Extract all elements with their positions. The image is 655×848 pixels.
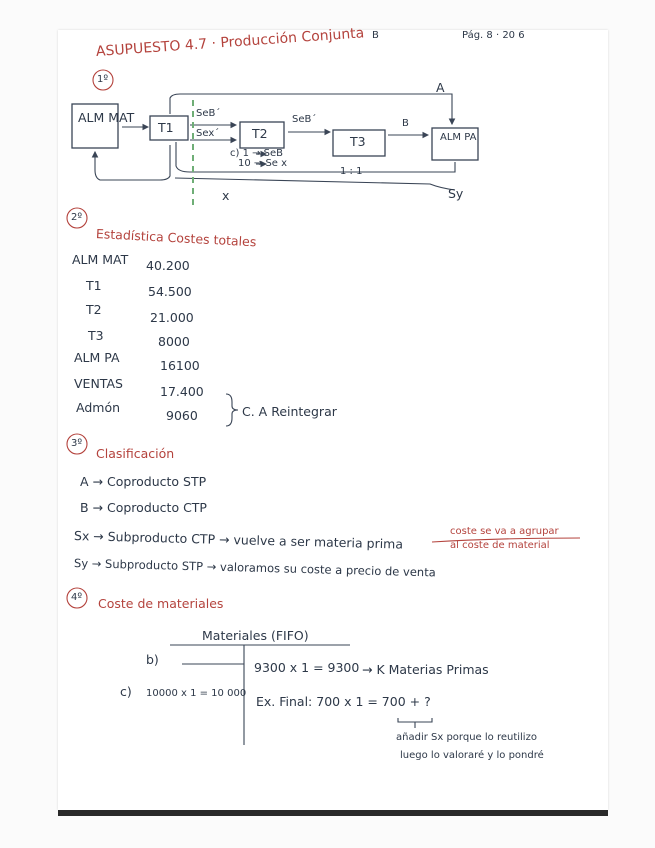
label-sy: Sy [448, 186, 464, 201]
label-sex-prime: Sex´ [196, 128, 220, 139]
arrow-x-return [95, 145, 170, 180]
node-t1: T1 [158, 120, 174, 135]
row-c-right: Ex. Final: 700 x 1 = 700 + ? [256, 694, 431, 709]
row-value-admon: 9060 [166, 408, 198, 423]
row-label-ventas: VENTAS [74, 376, 123, 391]
label-x: x [222, 188, 230, 203]
page-number: Pág. 8 · 20 6 [462, 30, 525, 41]
row-label-admon: Admón [76, 400, 121, 415]
label-ratio: 1 : 1 [340, 166, 363, 177]
row-label-t3: T3 [88, 328, 104, 343]
page-title: ASUPUESTO 4.7 · Producción Conjunta [95, 25, 365, 60]
brace [226, 394, 238, 426]
top-mark: B [372, 30, 379, 41]
row-b-result: → K Materias Primas [362, 662, 489, 677]
section3-number: 3º [71, 438, 83, 449]
class-line-b: B → Coproducto CTP [80, 500, 207, 515]
row-label-t2: T2 [86, 302, 102, 317]
class-line-a: A → Coproducto STP [80, 474, 207, 489]
row-label-t1: T1 [86, 278, 102, 293]
side-note-1: coste se va a agrupar [450, 526, 559, 537]
row-label-alm-mat: ALM MAT [72, 252, 129, 267]
row-value-t3: 8000 [158, 334, 190, 349]
row-value-t1: 54.500 [148, 284, 192, 299]
label-c10-sex: 10 → Se x [238, 158, 288, 169]
row-b-label: b) [146, 652, 159, 667]
note-line-1: añadir Sx porque lo reutilizo [396, 732, 537, 743]
node-alm-mat: ALM MAT [78, 110, 135, 125]
table-header: Materiales (FIFO) [202, 628, 309, 643]
section4-number: 4º [71, 592, 83, 603]
brace-note: C. A Reintegrar [242, 404, 337, 419]
section1-number: 1º [97, 74, 109, 85]
note-line-2: luego lo valoraré y lo pondré [400, 750, 544, 761]
section2-title: Estadística Costes totales [95, 226, 257, 250]
label-b: B [402, 118, 409, 129]
section2-number: 2º [71, 212, 83, 223]
line-sy-loop [176, 142, 455, 172]
node-alm-pa: ALM PA [440, 132, 477, 143]
row-c-label: c) [120, 684, 132, 699]
label-seb: SeB´ [292, 114, 317, 125]
label-a: A [436, 80, 445, 95]
node-t2: T2 [252, 126, 268, 141]
row-value-ventas: 17.400 [160, 384, 204, 399]
node-t3: T3 [350, 134, 366, 149]
label-c1-seb: c) 1 → SeB [230, 148, 284, 159]
row-value-alm-mat: 40.200 [146, 258, 190, 273]
side-note-2: al coste de material [450, 540, 550, 551]
line-sy-return [175, 178, 455, 190]
class-line-sy: Sy → Subproducto STP → valoramos su coste a precio de venta [73, 556, 436, 580]
section3-title: Clasificación [96, 446, 175, 461]
row-b-right: 9300 x 1 = 9300 [254, 660, 360, 675]
row-value-t2: 21.000 [150, 310, 194, 325]
label-seb-prime: SeB´ [196, 108, 221, 119]
row-value-alm-pa: 16100 [160, 358, 200, 373]
row-label-alm-pa: ALM PA [74, 350, 120, 365]
class-line-sx: Sx → Subproducto CTP → vuelve a ser materia prima [73, 528, 404, 552]
section4-title: Coste de materiales [98, 596, 224, 611]
row-c-left: 10000 x 1 = 10 000 [146, 688, 247, 699]
